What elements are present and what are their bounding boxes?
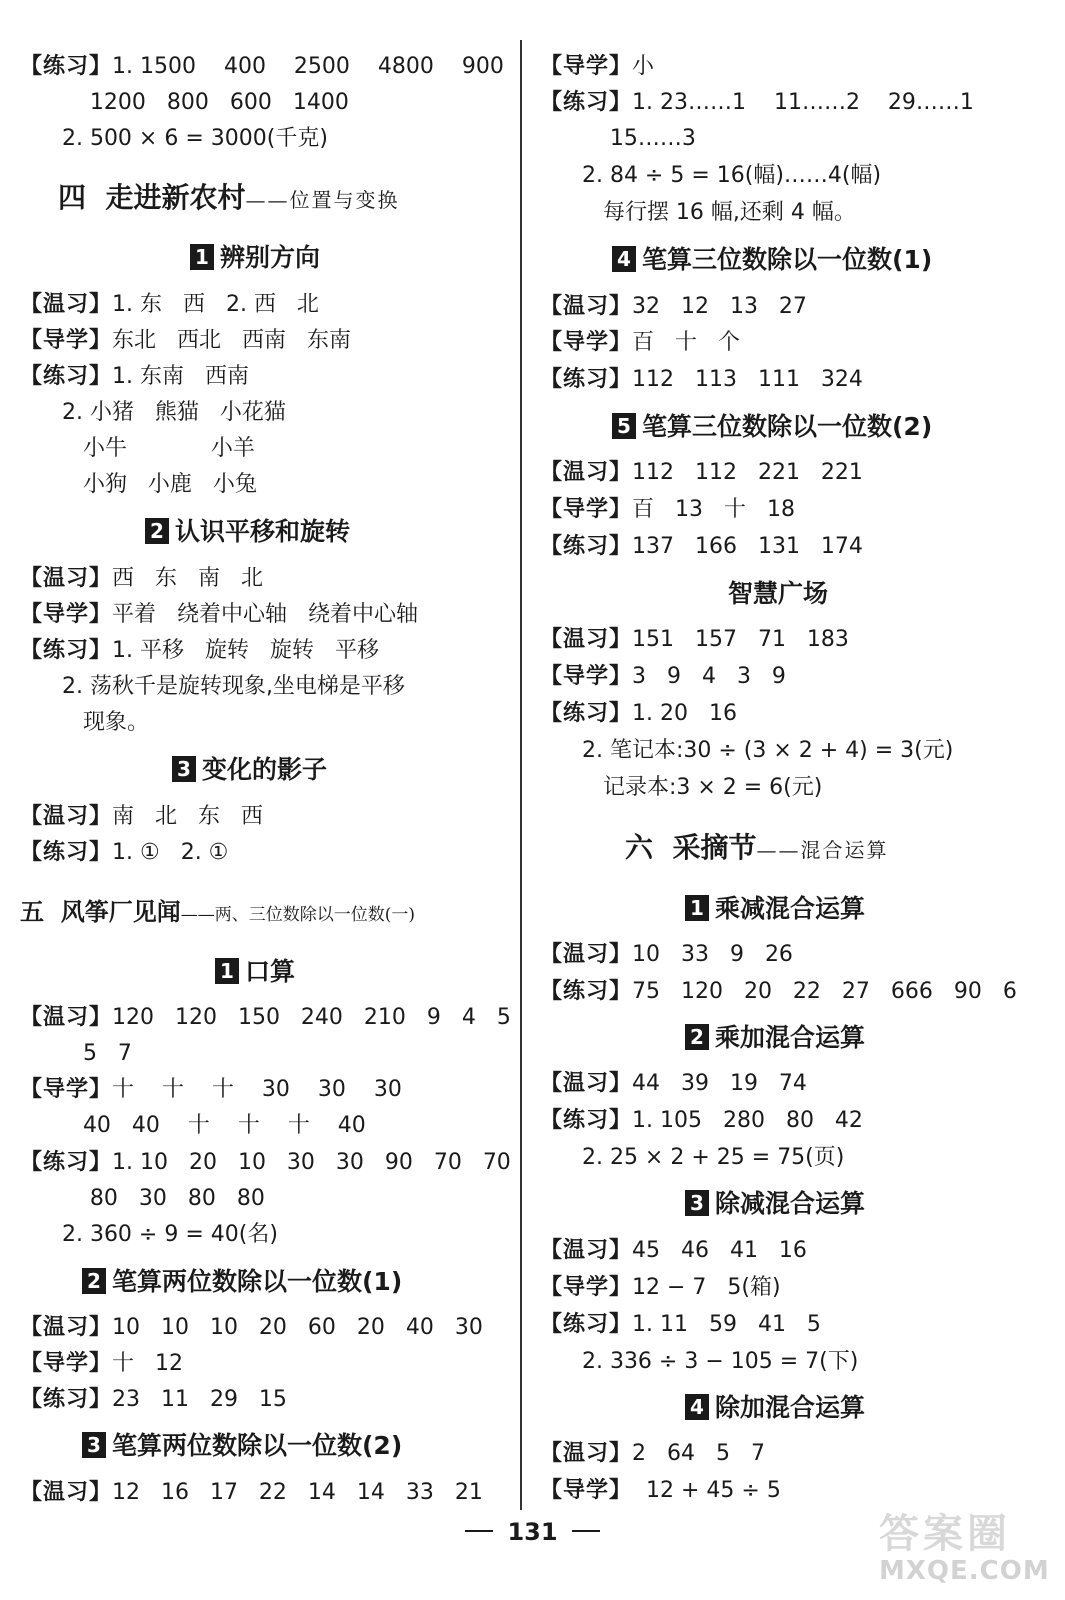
lesson-number-badge: 2 [145,518,169,544]
answer-line: 小狗 小鹿 小兔 [20,472,257,497]
watermark-logo: 答案圈 MXQE.COM [879,1511,1050,1586]
answer-line: 【练习】1. 20 16 [540,701,737,726]
answer-line: 【温习】120 120 150 240 210 9 4 5 [20,1005,511,1030]
answer-line: 【练习】1. 东南 西南 [20,364,249,389]
lesson-title: 2 乘加混合运算 [685,1022,865,1054]
lesson-number-badge: 1 [215,958,239,984]
unit-title: 五 风筝厂见闻——两、三位数除以一位数(一) [20,898,415,926]
answer-line: 【温习】10 10 10 20 60 20 40 30 [20,1315,483,1340]
answer-line: 【练习】1. 1500 400 2500 4800 900 [20,54,504,79]
answer-line: 40 40 十 十 十 40 [20,1113,366,1138]
answer-line: 【导学】东北 西北 西南 东南 [20,328,351,353]
answer-line: 【导学】3 9 4 3 9 [540,664,786,689]
answer-line: 【温习】32 12 13 27 [540,294,807,319]
answer-line: 2. 500 × 6 = 3000(千克) [20,126,328,151]
unit-title: 四 走进新农村——位置与变换 [58,181,400,214]
lesson-title: 5 笔算三位数除以一位数(2) [612,411,932,443]
lesson-title: 4 笔算三位数除以一位数(1) [612,244,932,276]
answer-line: 【导学】百 13 十 18 [540,497,795,522]
answer-line: 【导学】十 十 十 30 30 30 [20,1077,402,1102]
answer-line: 5 7 [20,1041,132,1066]
answer-line: 15……3 [540,126,696,151]
answer-line: 【温习】2 64 5 7 [540,1441,765,1466]
answer-line: 【温习】12 16 17 22 14 14 33 21 [20,1480,483,1505]
lesson-number-badge: 1 [685,895,709,921]
lesson-title: 智慧广场 [728,579,829,608]
answer-line: 现象。 [20,710,149,735]
answer-line: 【温习】10 33 9 26 [540,942,793,967]
answer-line: 【温习】西 东 南 北 [20,566,263,591]
answer-line: 小牛 小羊 [20,436,255,461]
lesson-title: 3 除减混合运算 [685,1188,865,1220]
answer-line: 【导学】十 12 [20,1351,183,1376]
answer-line: 2. 336 ÷ 3 − 105 = 7(下) [540,1349,859,1374]
answer-line: 1200 800 600 1400 [20,90,349,115]
lesson-title: 3 变化的影子 [172,754,327,786]
lesson-number-badge: 1 [190,244,214,270]
lesson-number-badge: 3 [685,1190,709,1216]
answer-line: 2. 笔记本:30 ÷ (3 × 2 + 4) = 3(元) [540,738,954,763]
answer-line: 【导学】百 十 个 [540,330,740,355]
column-divider [520,40,522,1510]
lesson-number-badge: 4 [612,246,636,272]
lesson-title: 1 辨别方向 [190,242,320,274]
answer-line: 【练习】1. 平移 旋转 旋转 平移 [20,638,379,663]
page-number: 131 [0,1518,1065,1546]
answer-line: 【练习】23 11 29 15 [20,1387,287,1412]
lesson-number-badge: 3 [172,756,196,782]
answer-line: 记录本:3 × 2 = 6(元) [540,775,823,800]
lesson-title: 1 口算 [215,956,295,988]
answer-line: 2. 360 ÷ 9 = 40(名) [20,1222,278,1247]
lesson-title: 1 乘减混合运算 [685,893,865,925]
lesson-number-badge: 3 [82,1432,106,1458]
answer-line: 【练习】112 113 111 324 [540,367,863,392]
answer-line: 2. 小猪 熊猫 小花猫 [20,400,286,425]
answer-line: 2. 25 × 2 + 25 = 75(页) [540,1145,845,1170]
answer-line: 【温习】112 112 221 221 [540,460,863,485]
answer-line: 【导学】 12 + 45 ÷ 5 [540,1478,781,1503]
answer-line: 【练习】1. 11 59 41 5 [540,1312,821,1337]
answer-line: 【导学】小 [540,54,655,79]
answer-line: 【练习】1. ① 2. ① [20,840,229,865]
answer-line: 【练习】1. 23……1 11……2 29……1 [540,90,974,115]
answer-line: 【练习】75 120 20 22 27 666 90 6 [540,979,1017,1004]
answer-line: 80 30 80 80 [20,1186,265,1211]
answer-line: 每行摆 16 幅,还剩 4 幅。 [540,200,856,225]
lesson-number-badge: 2 [685,1024,709,1050]
answer-line: 【温习】151 157 71 183 [540,627,849,652]
lesson-title: 3 笔算两位数除以一位数(2) [82,1430,402,1462]
answer-line: 【练习】137 166 131 174 [540,534,863,559]
answer-line: 【导学】平着 绕着中心轴 绕着中心轴 [20,602,418,627]
lesson-title: 4 除加混合运算 [685,1392,865,1424]
answer-line: 【温习】44 39 19 74 [540,1071,807,1096]
answer-line: 2. 荡秋千是旋转现象,坐电梯是平移 [20,674,405,699]
answer-line: 2. 84 ÷ 5 = 16(幅)……4(幅) [540,163,882,188]
answer-line: 【温习】南 北 东 西 [20,804,263,829]
answer-line: 【练习】1. 10 20 10 30 30 90 70 70 [20,1150,511,1175]
lesson-title: 2 笔算两位数除以一位数(1) [82,1266,402,1298]
answer-line: 【练习】1. 105 280 80 42 [540,1108,863,1133]
lesson-number-badge: 2 [82,1268,106,1294]
answer-line: 【温习】1. 东 西 2. 西 北 [20,292,319,317]
answer-line: 【温习】45 46 41 16 [540,1238,807,1263]
lesson-title: 2 认识平移和旋转 [145,516,350,548]
lesson-number-badge: 5 [612,413,636,439]
unit-title: 六 采摘节——混合运算 [625,831,889,864]
lesson-number-badge: 4 [685,1394,709,1420]
answer-line: 【导学】12 − 7 5(箱) [540,1275,781,1300]
